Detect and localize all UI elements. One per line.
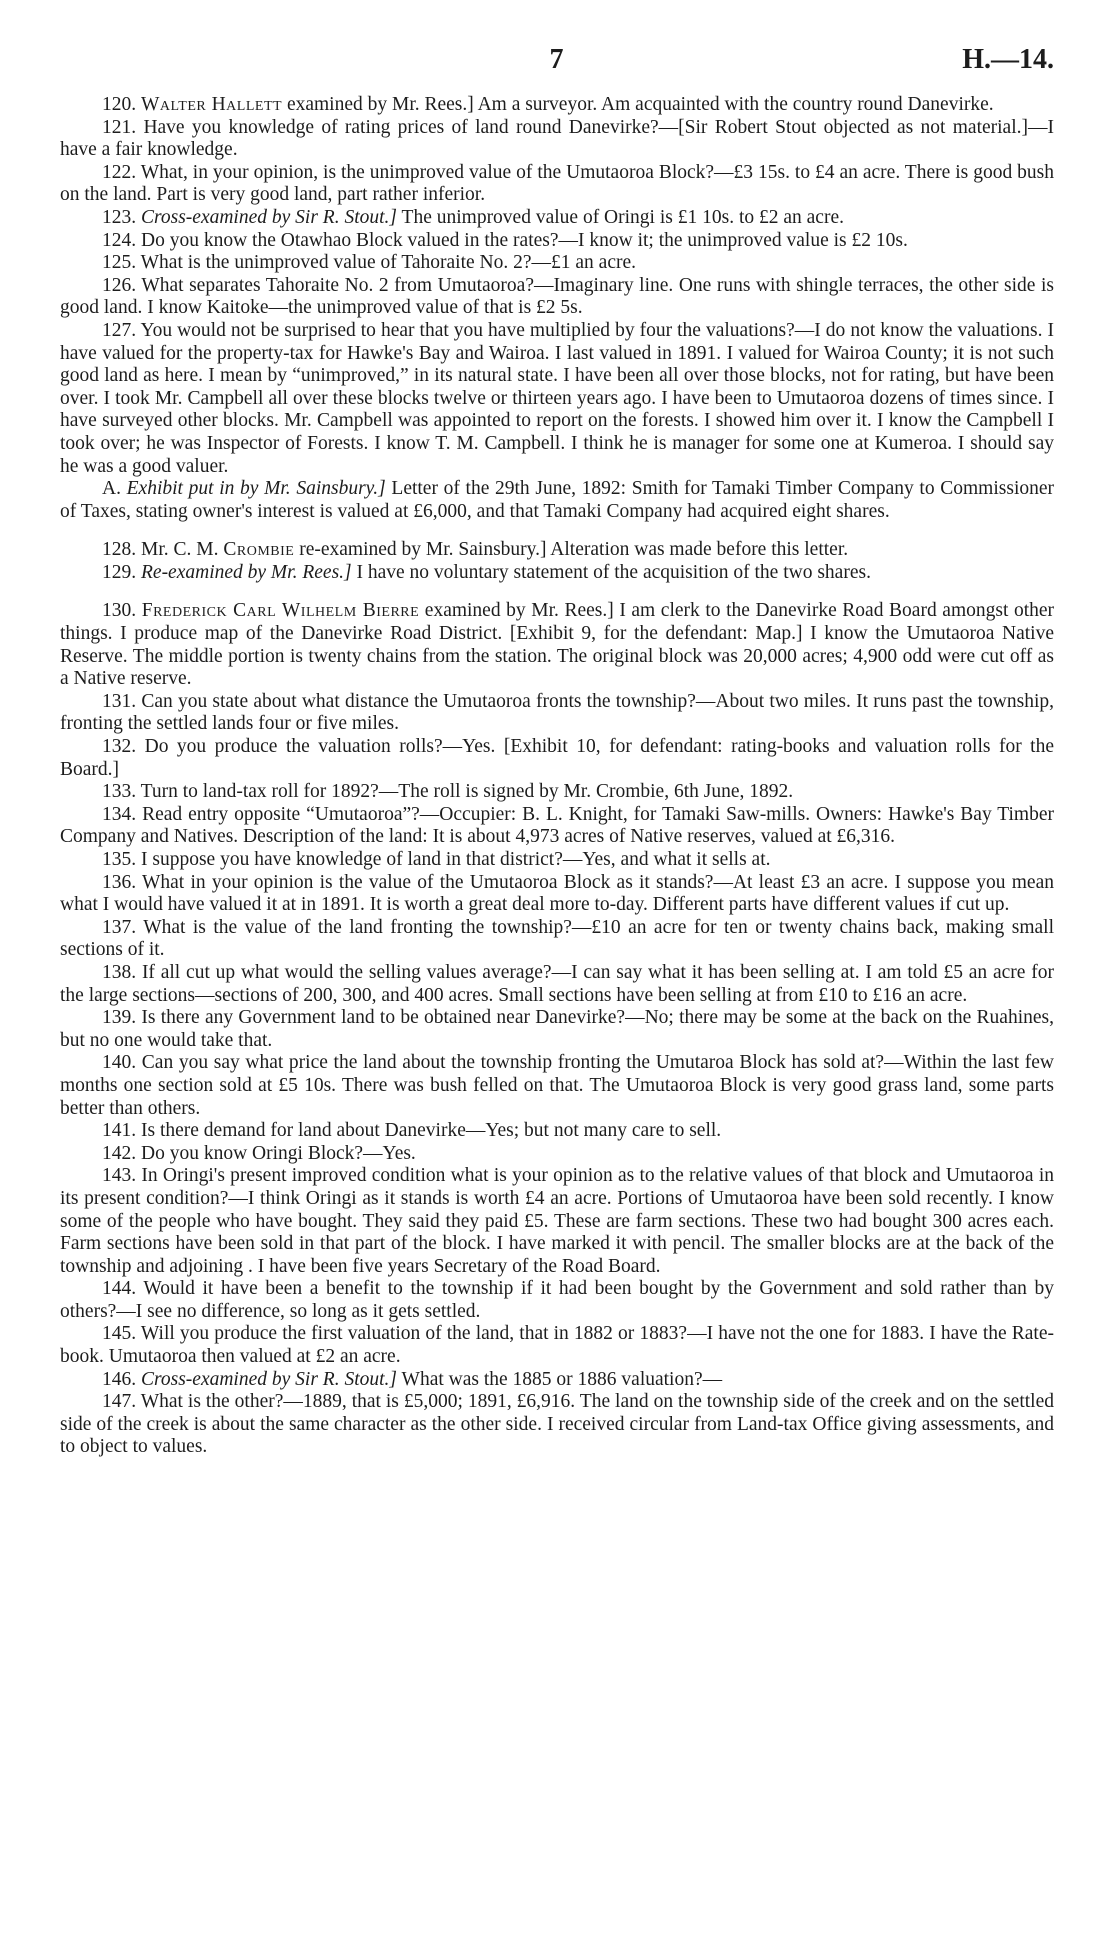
testimony-paragraph (60, 781, 1054, 804)
paragraph-number: 121. (102, 116, 137, 138)
paragraph-text: I have no voluntary statement of the acquisition of the two shares. (351, 561, 871, 583)
paragraph-text: What was the 1885 or 1886 valuation?— (397, 1368, 723, 1390)
paragraph-text: What is the unimproved value of Tahoraite No. 2?—£1 an acre. (140, 252, 637, 274)
paragraph-text: What is the value of the land fronting the township?—£10 an acre for ten or twenty chains back, making small sections of it. (60, 916, 1054, 961)
paragraph-number: 125. (102, 252, 137, 274)
paragraph-text: Would it have been a benefit to the township if it had been bought by the Government and sold rather than by others?—I see no difference, so long as it gets settled. (60, 1278, 1054, 1322)
paragraph-number: 122. (102, 161, 137, 183)
paragraph-text: Do you know Oringi Block?—Yes. (141, 1142, 416, 1164)
examination-note: Re-examined by Mr. Rees.] (141, 561, 352, 583)
testimony-paragraph (60, 207, 1054, 230)
paragraph-text: Is there any Government land to be obtained near Danevirke?—No; there may be some at the back on the Ruahines, but no one would take that. (60, 1007, 1054, 1051)
paragraph-text: In Oringi's present improved condition what is your opinion as to the relative values of that block and Umutaoroa in its present condition?—I think Oringi as it stands is worth £4 an acre. Portions of Umutaoroa have been sold recently. I know some of the people who have bought. They said they paid £5. These are farm sections. These two had bought 300 acres each. Farm sections have been sold in that part of the block. I have marked it with pencil. The smaller blocks are at the back of the township and adjoining . I have been five years Secretary of the Road Board. (60, 1165, 1054, 1277)
paragraph-text: Will you produce the first valuation of the land, that in 1882 or 1883?—I have not the one for 1883. I have the Rate-book. Umutaoroa then valued at £2 an acre. (60, 1323, 1054, 1368)
testimony-paragraph (60, 872, 1054, 917)
testimony-paragraph (60, 562, 1054, 585)
testimony-paragraph (60, 736, 1054, 781)
testimony-paragraph (60, 478, 1054, 523)
paragraph-text: Do you produce the valuation rolls?—Yes. [Exhibit 10, for defendant: rating-books and valuation rolls for the Board.] (60, 736, 1055, 780)
paragraph-number: 129. (102, 561, 137, 583)
testimony-paragraph (60, 691, 1054, 736)
paragraph-text: I suppose you have knowledge of land in that district?—Yes, and what it sells at. (141, 849, 771, 870)
witness-name: Walter Hallett (141, 94, 283, 115)
paragraph-number: 138. (102, 961, 137, 983)
testimony-paragraph (60, 539, 1054, 562)
page-number: 7 (549, 44, 565, 75)
paragraph-number: 131. (102, 690, 137, 712)
paragraph-number: A. (102, 478, 121, 500)
testimony-paragraph (60, 804, 1054, 849)
testimony-paragraph (60, 600, 1054, 690)
testimony-paragraph (60, 1369, 1054, 1392)
paragraph-number: 120. (102, 94, 137, 115)
paragraph-text: examined by Mr. Rees.] Am a surveyor. Am acquainted with the country round Danevirke. (282, 94, 994, 115)
paragraph-text: If all cut up what would the selling values average?—I can say what it has been selling at. I am told £5 an acre for the large sections—sections of 200, 300, and 400 acres. Small sections have been selling at from £10 to £16 an acre. (60, 961, 1054, 1006)
paragraph-text: What in your opinion is the value of the Umutaoroa Block as it stands?—At least £3 an acre. I suppose you mean what I would have valued it at in 1891. It is worth a great deal more to-day. Different parts have different values if cut up. (60, 871, 1054, 916)
paragraph-number: 134. (102, 803, 137, 825)
witness-name: Crombie (223, 539, 295, 561)
paragraph-text: examined by Mr. Rees.] I am clerk to the Danevirke Road Board amongst other things. I produce map of the Danevirke Road District. [Exhibit 9, for the defendant: Map.] I know the Umutaoroa Native Reserve. The middle portion is twenty chains from the station. The original block was 20,000 acres; 4,900 odd were cut off as a Native reserve. (60, 600, 1055, 690)
paragraph-text: You would not be surprised to hear that you have multiplied by four the valuations?—I do not know the valuations. I have valued for the property-tax for Hawke's Bay and Wairoa. I last valued in 1891. I valued for Wairoa County; it is not such good land as here. I mean by “unimproved,” in its natural state. I have been all over those blocks, not for rating, but have been over. I took Mr. Campbell all over these blocks twelve or thirteen years ago. I have been to Umutaoroa dozens of times since. I have surveyed other blocks. Mr. Campbell was appointed to report on the forests. I showed him over it. I know the Campbell I took over; he was Inspector of Forests. I know T. M. Campbell. I think he is manager for some one at Kumeroa. I should say he was a good valuer. (60, 319, 1055, 477)
testimony-paragraph (60, 849, 1054, 872)
paragraph-number: 127. (102, 319, 137, 341)
testimony-paragraph (60, 962, 1054, 1007)
paragraph-text: What, in your opinion, is the unimproved value of the Umutaoroa Block?—£3 15s. to £4 an acre. There is good bush on the land. Part is very good land, part rather inferior. (60, 161, 1054, 206)
paragraph-number: 132. (102, 736, 137, 758)
examination-note: Cross-examined by Sir R. Stout.] (141, 206, 398, 228)
paragraph-number: 140. (102, 1052, 137, 1074)
paragraph-number: 139. (102, 1007, 137, 1029)
testimony-paragraph (60, 1052, 1054, 1120)
paragraph-number: 147. (102, 1391, 137, 1413)
examination-note: Cross-examined by Sir R. Stout.] (141, 1368, 398, 1390)
paragraph-number: 126. (102, 274, 137, 296)
paragraph-text: What is the other?—1889, that is £5,000; 1891, £6,916. The land on the township side of the creek and on the settled side of the creek is about the same character as the other side. I received circular from Land-tax Office giving assessments, and to object to values. (60, 1391, 1054, 1458)
witness-prefix: Mr. C. M. (141, 539, 224, 561)
witness-name: Frederick Carl Wilhelm Bierre (141, 600, 420, 622)
testimony-paragraph (60, 230, 1054, 253)
paragraph-number: 144. (102, 1278, 137, 1300)
paragraph-number: 130. (102, 600, 137, 622)
paragraph-text: re-examined by Mr. Sainsbury.] Alteration was made before this letter. (294, 539, 849, 561)
paragraph-text: What separates Tahoraite No. 2 from Umutaoroa?—Imaginary line. One runs with shingle terraces, the other side is good land. I know Kaitoke—the unimproved value of that is £2 5s. (60, 274, 1055, 319)
paragraph-text: Is there demand for land about Danevirke—Yes; but not many care to sell. (141, 1120, 722, 1142)
testimony-paragraph (60, 1143, 1054, 1166)
testimony-paragraph (60, 1165, 1054, 1278)
testimony-paragraph (60, 320, 1054, 478)
paragraph-number: 141. (102, 1120, 137, 1142)
paragraph-number: 133. (102, 781, 137, 803)
testimony-paragraph (60, 1278, 1054, 1323)
testimony-paragraph (60, 117, 1054, 162)
testimony-paragraph (60, 275, 1054, 320)
paragraph-number: 136. (102, 871, 137, 893)
paragraph-text: The unimproved value of Oringi is £1 10s. to £2 an acre. (397, 206, 844, 228)
testimony-paragraph (60, 1007, 1054, 1052)
page-header (60, 44, 1054, 94)
paragraph-text: Have you knowledge of rating prices of land round Danevirke?—[Sir Robert Stout objected as not material.]—I have a fair knowledge. (60, 116, 1054, 161)
paragraph-text: Read entry opposite “Umutaoroa”?—Occupier: B. L. Knight, for Tamaki Saw-mills. Owners: Hawke's Bay Timber Company and Natives. Description of the land: It is about 4,973 acres of Native reserves, valued at £6,316. (60, 803, 1055, 848)
paragraph-number: 124. (102, 229, 137, 251)
paragraph-number: 137. (102, 916, 137, 938)
paragraph-text: Can you state about what distance the Umutaoroa fronts the township?—About two miles. It runs past the township, fronting the settled lands four or five miles. (60, 690, 1055, 735)
paragraph-number: 142. (102, 1142, 137, 1164)
paragraph-text: Can you say what price the land about the township fronting the Umutaroa Block has sold at?—Within the last few months one section sold at £5 10s. There was bush felled on that. The Umutaoroa Block is very good grass land, some parts better than others. (60, 1052, 1055, 1119)
testimony-paragraph (60, 252, 1054, 275)
document-body (60, 94, 1054, 1459)
examination-note: Exhibit put in by Mr. Sainsbury.] (126, 478, 386, 500)
paragraph-number: 143. (102, 1165, 137, 1187)
paragraph-number: 123. (102, 206, 137, 228)
testimony-paragraph (60, 917, 1054, 962)
testimony-paragraph (60, 1391, 1054, 1459)
paragraph-number: 145. (102, 1323, 137, 1345)
paragraph-number: 128. (102, 539, 137, 561)
testimony-paragraph (60, 1120, 1054, 1143)
testimony-paragraph (60, 1323, 1054, 1368)
paragraph-number: 135. (102, 849, 137, 870)
document-code: H.—14. (962, 44, 1054, 75)
testimony-paragraph (60, 162, 1054, 207)
paragraph-text: Turn to land-tax roll for 1892?—The roll is signed by Mr. Crombie, 6th June, 1892. (140, 781, 794, 803)
testimony-paragraph (60, 94, 1054, 117)
paragraph-number: 146. (102, 1368, 137, 1390)
paragraph-text: Letter of the 29th June, 1892: Smith for Tamaki Timber Company to Commissioner of Taxes, stating owner's interest is valued at £6,000, and that Tamaki Company had acquired eight shares. (60, 478, 1055, 522)
paragraph-text: Do you know the Otawhao Block valued in the rates?—I know it; the unimproved value is £2 10s. (141, 229, 908, 251)
